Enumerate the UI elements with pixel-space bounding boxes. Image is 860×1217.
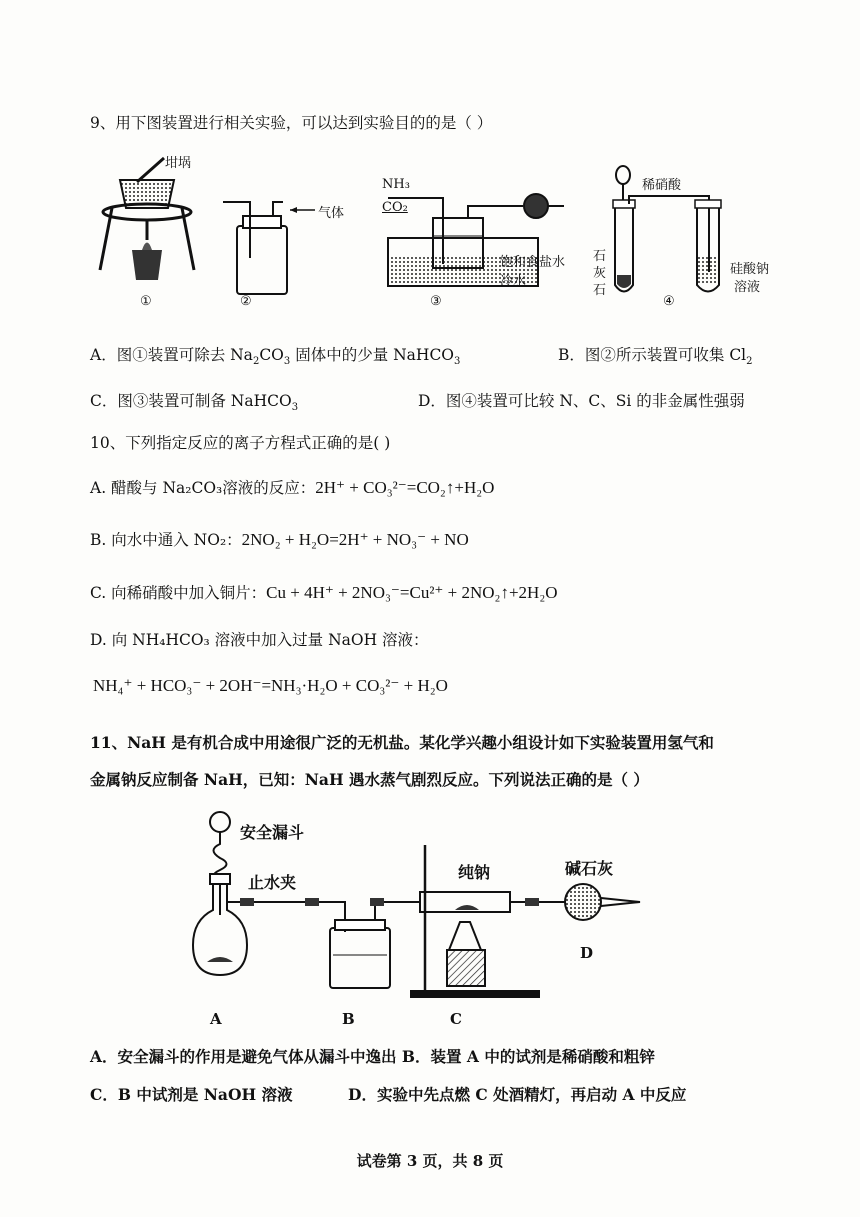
q11-stem-line1: 11、NaH 是有机合成中用途很广泛的无机盐。某化学兴趣小组设计如下实验装置用氢气和 [90,733,714,752]
fig-soda-lime-label: 碱石灰 [565,859,614,878]
fig-sodium-label: 纯钠 [458,863,491,882]
q9-option-d: D．图④装置可比较 N、C、Si 的非金属性强弱 [418,392,745,410]
q10-option-d-equation: NH₄⁺ + HCO₃⁻ + 2OH⁻=NH₃·H₂O + CO₃²⁻ + H₂O [93,676,448,695]
q11-option-a-b: A．安全漏斗的作用是避免气体从漏斗中逸出 B．装置 A 中的试剂是稀硝酸和粗锌 [90,1047,655,1066]
fig-label-c: C [450,1010,462,1028]
fig1-number: ① [140,294,152,309]
q9-option-c: C．图③装置可制备 NaHCO$_3$ [90,392,299,413]
fig4-nitric-label: 稀硝酸 [642,178,682,193]
q9-option-b: B．图②所示装置可收集 $Cl_2$ [558,346,753,367]
fig4-limestone-label-3: 石 [593,283,607,298]
q10-option-a: A. 醋酸与 Na₂CO₃溶液的反应：2H⁺ + CO₃²⁻=CO₂↑+H₂O [90,478,495,497]
fig-clamp-label: 止水夹 [248,873,297,892]
page-footer: 试卷第 3 页，共 8 页 [356,1152,504,1170]
fig4-limestone-label-2: 灰 [593,266,607,281]
q10-option-d-label: D. 向 NH₄HCO₃ 溶液中加入过量 NaOH 溶液： [90,631,429,649]
fig-label-d: D [580,944,594,962]
fig1-crucible-apparatus [92,150,202,305]
fig-label-b: B [342,1010,355,1028]
q9-option-a: A．图①装置可除去 $Na_2CO_3$ 固体中的少量 NaHCO$_3$ [90,346,461,367]
fig3-cold-water-label: 冷水 [500,274,527,289]
fig-label-a: A [210,1010,222,1028]
fig3-number: ③ [430,294,442,309]
fig2-gas-label: 气体 [318,206,345,221]
fig2-number: ② [240,294,252,309]
q11-stem-line2: 金属钠反应制备 NaH，已知：NaH 遇水蒸气剧烈反应。下列说法正确的是（ ） [90,770,649,789]
q11-option-c: C．B 中试剂是 NaOH 溶液 [90,1085,293,1104]
fig4-number: ④ [663,294,675,309]
fig-funnel-label: 安全漏斗 [240,823,305,842]
fig4-silicate-label-2: 溶液 [734,280,761,295]
fig3-nh3-label: NH₃ [382,177,410,192]
fig1-crucible-label: 坩埚 [165,156,192,171]
fig4-limestone-label-1: 石 [593,249,607,264]
fig3-bicarbonate-apparatus [378,176,578,296]
q10-stem: 10、下列指定反应的离子方程式正确的是( ) [90,434,391,452]
q11-option-d: D．实验中先点燃 C 处酒精灯，再启动 A 中反应 [348,1085,687,1104]
fig4-silicate-label-1: 硅酸钠 [730,262,770,277]
fig3-co2-label: CO₂ [382,200,408,215]
fig3-brine-label: 饱和食盐水 [500,255,566,270]
q9-stem: 9、用下图装置进行相关实验，可以达到实验目的的是（ ） [90,114,493,132]
q10-option-b: B. 向水中通入 NO₂：2NO₂ + H₂O=2H⁺ + NO₃⁻ + NO [90,530,469,549]
fig2-gas-bottle [215,198,325,298]
q10-option-c: C. 向稀硝酸中加入铜片：Cu + 4H⁺ + 2NO₃⁻=Cu²⁺ + 2NO₂↑+2H₂O [90,583,558,602]
